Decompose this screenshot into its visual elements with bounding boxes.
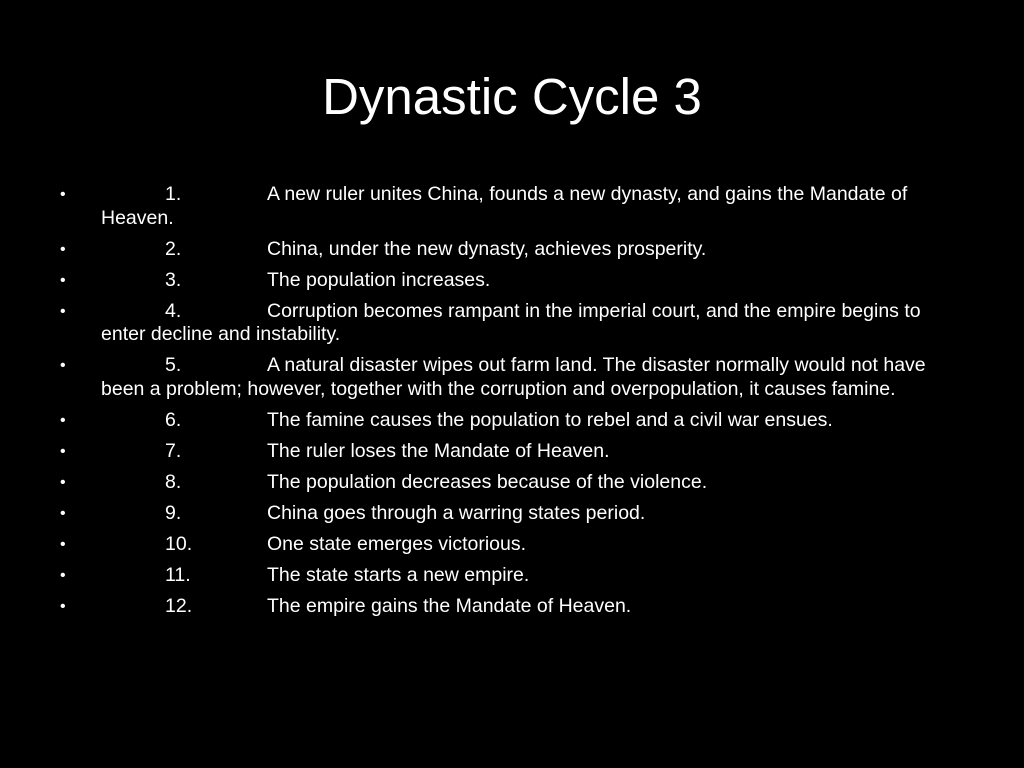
item-number: 6. xyxy=(165,408,182,431)
list-item xyxy=(60,564,960,588)
list-item xyxy=(60,183,960,230)
item-text: The state starts a new empire. xyxy=(267,563,530,586)
list-item xyxy=(60,440,960,464)
item-text: Corruption becomes rampant in the imperial court, and the empire begins to enter decline and instability. xyxy=(101,299,921,345)
bullet-icon: • xyxy=(60,504,66,522)
item-text: A natural disaster wipes out farm land. The disaster normally would not have been a problem; however, together with the corruption and overpopulation, it causes famine. xyxy=(101,354,926,400)
item-number: 7. xyxy=(165,439,182,462)
list-item xyxy=(60,533,960,557)
list-item xyxy=(60,471,960,495)
item-text: China goes through a warring states period. xyxy=(267,501,646,524)
bullet-icon: • xyxy=(60,302,66,320)
item-text: The empire gains the Mandate of Heaven. xyxy=(267,594,632,617)
bullet-icon: • xyxy=(60,566,66,584)
bullet-icon: • xyxy=(60,597,66,615)
list-item xyxy=(60,409,960,433)
bullet-icon: • xyxy=(60,411,66,429)
item-number: 3. xyxy=(165,268,182,291)
bullet-icon: • xyxy=(60,357,66,374)
list-item xyxy=(60,595,960,619)
item-number: 1. xyxy=(165,183,182,205)
item-number: 10. xyxy=(165,532,193,555)
item-text: The population increases. xyxy=(267,268,491,291)
bullet-icon: • xyxy=(60,186,66,203)
item-text: The famine causes the population to rebel and a civil war ensues. xyxy=(267,408,833,431)
item-number: 5. xyxy=(165,354,182,376)
item-number: 11. xyxy=(165,563,191,586)
item-text: A new ruler unites China, founds a new dynasty, and gains the Mandate of Heaven. xyxy=(101,183,908,229)
bullet-icon: • xyxy=(60,442,66,460)
item-text: China, under the new dynasty, achieves prosperity. xyxy=(267,237,707,260)
bullet-icon: • xyxy=(60,535,66,553)
bullet-icon: • xyxy=(60,473,66,491)
item-number: 2. xyxy=(165,237,182,260)
bullet-list xyxy=(60,183,960,626)
bullet-icon: • xyxy=(60,271,66,289)
item-text: The ruler loses the Mandate of Heaven. xyxy=(267,439,610,462)
item-number: 4. xyxy=(165,299,182,322)
bullet-icon: • xyxy=(60,240,66,258)
list-item xyxy=(60,269,960,293)
item-number: 12. xyxy=(165,594,193,617)
list-item xyxy=(60,300,960,347)
item-text: One state emerges victorious. xyxy=(267,532,527,555)
item-number: 9. xyxy=(165,501,182,524)
list-item xyxy=(60,238,960,262)
slide-title: Dynastic Cycle 3 xyxy=(322,68,702,125)
list-item xyxy=(60,502,960,526)
item-number: 8. xyxy=(165,470,182,493)
item-text: The population decreases because of the violence. xyxy=(267,470,708,493)
list-item xyxy=(60,354,960,401)
